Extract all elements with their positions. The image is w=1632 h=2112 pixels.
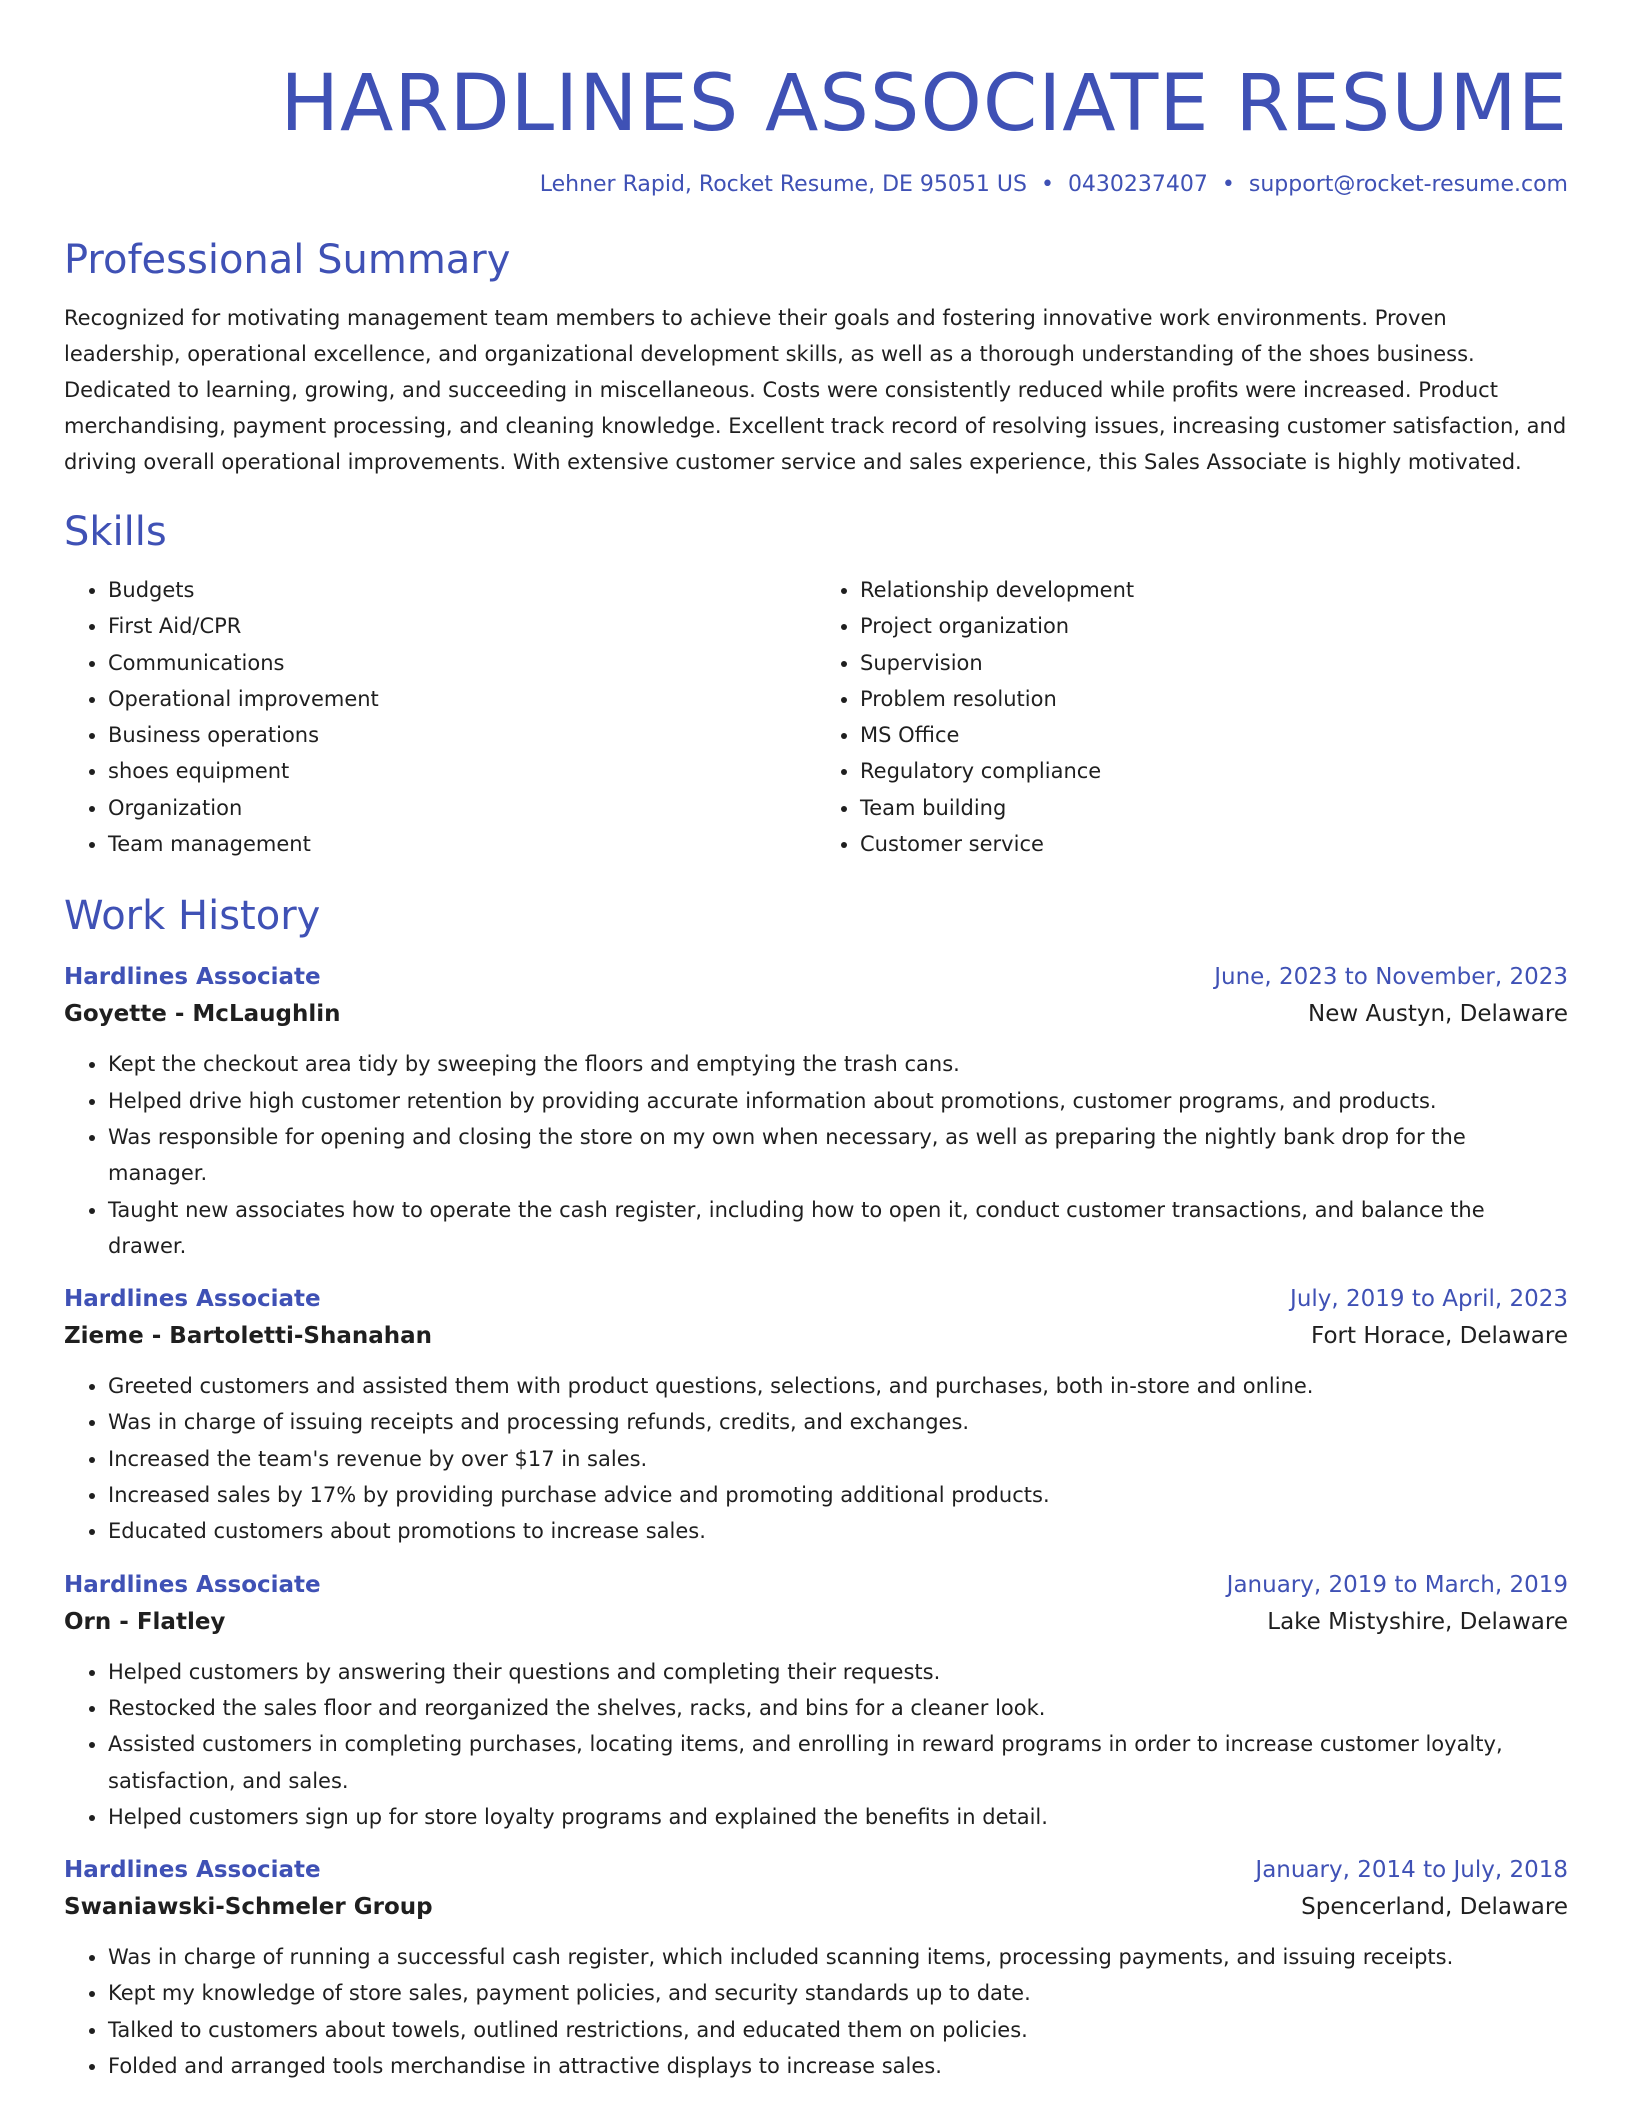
summary-text: Recognized for motivating management team members to achieve their goals and fostering innovative work environments. Proven leadership, operational excellence, and organizational development skills, as well as a thorough understanding of the shoes business. Dedicated to learning, growing, and succeeding in miscellaneous. Costs were consistently reduced while profits were increased. Product merchandising, payment processing, and cleaning knowledge. Excellent track record of resolving issues, increasing customer satisfaction, and driving overall operational improvements. With extensive customer service and sales experience, this Sales Associate is highly motivated. xyxy=(64,306,1567,474)
resume-title: HARDLINES ASSOCIATE RESUME xyxy=(280,59,1568,149)
skill-item: • Problem resolution xyxy=(860,681,1568,717)
job-company: Goyette - McLaughlin xyxy=(64,1001,341,1028)
job-bullet: • Folded and arranged tools merchandise in attractive displays to increase sales. xyxy=(108,2048,1568,2084)
work-history-heading: Work History xyxy=(64,893,321,940)
job-bullet: • Talked to customers about towels, outlined restrictions, and educated them on policies. xyxy=(108,2012,1568,2048)
job-bullet: • Educated customers about promotions to increase sales. xyxy=(108,1513,1568,1549)
job-entry xyxy=(64,960,1568,1264)
job-dates: June, 2023 to November, 2023 xyxy=(1214,964,1568,991)
job-title: Hardlines Associate xyxy=(64,964,321,991)
job-location: Fort Horace, Delaware xyxy=(1311,1323,1568,1350)
skills-heading: Skills xyxy=(64,509,167,555)
job-bullet: • Taught new associates how to operate the cash register, including how to open it, conduct customer transactions, and balance the drawer. xyxy=(108,1192,1568,1265)
job-bullet: • Was responsible for opening and closing the store on my own when necessary, as well as preparing the nightly bank drop for the manager. xyxy=(108,1119,1568,1192)
job-bullet: • Increased the team's revenue by over $17 in sales. xyxy=(108,1441,1568,1477)
skill-item: • shoes equipment xyxy=(108,753,816,789)
skill-item: • Team building xyxy=(860,790,1568,826)
skill-item: • Communications xyxy=(108,645,816,681)
job-dates: July, 2019 to April, 2023 xyxy=(1290,1286,1568,1313)
job-bullet: • Kept my knowledge of store sales, payment policies, and security standards up to date. xyxy=(108,1975,1568,2011)
job-bullet: • Greeted customers and assisted them with product questions, selections, and purchases, both in-store and online. xyxy=(108,1368,1568,1404)
job-bullet: • Kept the checkout area tidy by sweeping the floors and emptying the trash cans. xyxy=(108,1046,1568,1082)
job-bullets xyxy=(64,1368,1568,1549)
job-bullet: • Helped customers by answering their questions and completing their requests. xyxy=(108,1654,1568,1690)
contact-address: Lehner Rapid, Rocket Resume, DE 95051 US xyxy=(539,172,1027,197)
job-location: New Austyn, Delaware xyxy=(1308,1001,1568,1028)
skill-item: • Customer service xyxy=(860,826,1568,862)
skill-item: • Budgets xyxy=(108,572,816,608)
job-company: Swaniawski-Schmeler Group xyxy=(64,1894,433,1921)
job-entry xyxy=(64,1282,1568,1549)
skills-grid xyxy=(64,572,1568,862)
skill-item: • MS Office xyxy=(860,717,1568,753)
job-bullet: • Assisted customers in completing purchases, locating items, and enrolling in reward programs in order to increase customer loyalty, satisfaction, and sales. xyxy=(108,1726,1568,1799)
job-bullet: • Was in charge of issuing receipts and processing refunds, credits, and exchanges. xyxy=(108,1404,1568,1440)
job-bullets xyxy=(64,1654,1568,1835)
job-location: Spencerland, Delaware xyxy=(1301,1894,1568,1921)
job-bullet: • Helped customers sign up for store loyalty programs and explained the benefits in detail. xyxy=(108,1799,1568,1835)
skill-item: • Relationship development xyxy=(860,572,1568,608)
contact-separator: • xyxy=(1040,172,1054,197)
job-dates: January, 2014 to July, 2018 xyxy=(1255,1857,1568,1884)
job-title: Hardlines Associate xyxy=(64,1571,321,1598)
job-company: Zieme - Bartoletti-Shanahan xyxy=(64,1323,432,1350)
contact-separator: • xyxy=(1221,172,1235,197)
job-bullets xyxy=(64,1939,1568,2084)
job-title: Hardlines Associate xyxy=(64,1857,321,1884)
job-dates: January, 2019 to March, 2019 xyxy=(1226,1571,1568,1598)
contact-email[interactable]: support@rocket-resume.com xyxy=(1248,172,1568,197)
skill-item: • Supervision xyxy=(860,645,1568,681)
job-entry xyxy=(64,1853,1568,2084)
job-title: Hardlines Associate xyxy=(64,1286,321,1313)
skills-column-right xyxy=(816,572,1568,862)
skill-item: • Project organization xyxy=(860,608,1568,644)
summary-heading: Professional Summary xyxy=(64,237,511,283)
skill-item: • First Aid/CPR xyxy=(108,608,816,644)
skill-item: • Operational improvement xyxy=(108,681,816,717)
job-bullet: • Helped drive high customer retention by providing accurate information about promotions, customer programs, and products. xyxy=(108,1083,1568,1119)
job-bullet: • Increased sales by 17% by providing purchase advice and promoting additional products. xyxy=(108,1477,1568,1513)
job-bullet: • Restocked the sales floor and reorganized the shelves, racks, and bins for a cleaner look. xyxy=(108,1690,1568,1726)
contact-phone: 0430237407 xyxy=(1067,172,1208,197)
job-entry xyxy=(64,1568,1568,1835)
skill-item: • Organization xyxy=(108,790,816,826)
job-location: Lake Mistyshire, Delaware xyxy=(1267,1608,1568,1635)
skill-item: • Team management xyxy=(108,826,816,862)
skill-item: • Regulatory compliance xyxy=(860,753,1568,789)
contact-line xyxy=(64,170,1568,200)
job-bullet: • Was in charge of running a successful cash register, which included scanning items, processing payments, and issuing receipts. xyxy=(108,1939,1568,1975)
skill-item: • Business operations xyxy=(108,717,816,753)
job-company: Orn - Flatley xyxy=(64,1608,226,1635)
job-bullets xyxy=(64,1046,1568,1264)
skills-column-left xyxy=(64,572,816,862)
